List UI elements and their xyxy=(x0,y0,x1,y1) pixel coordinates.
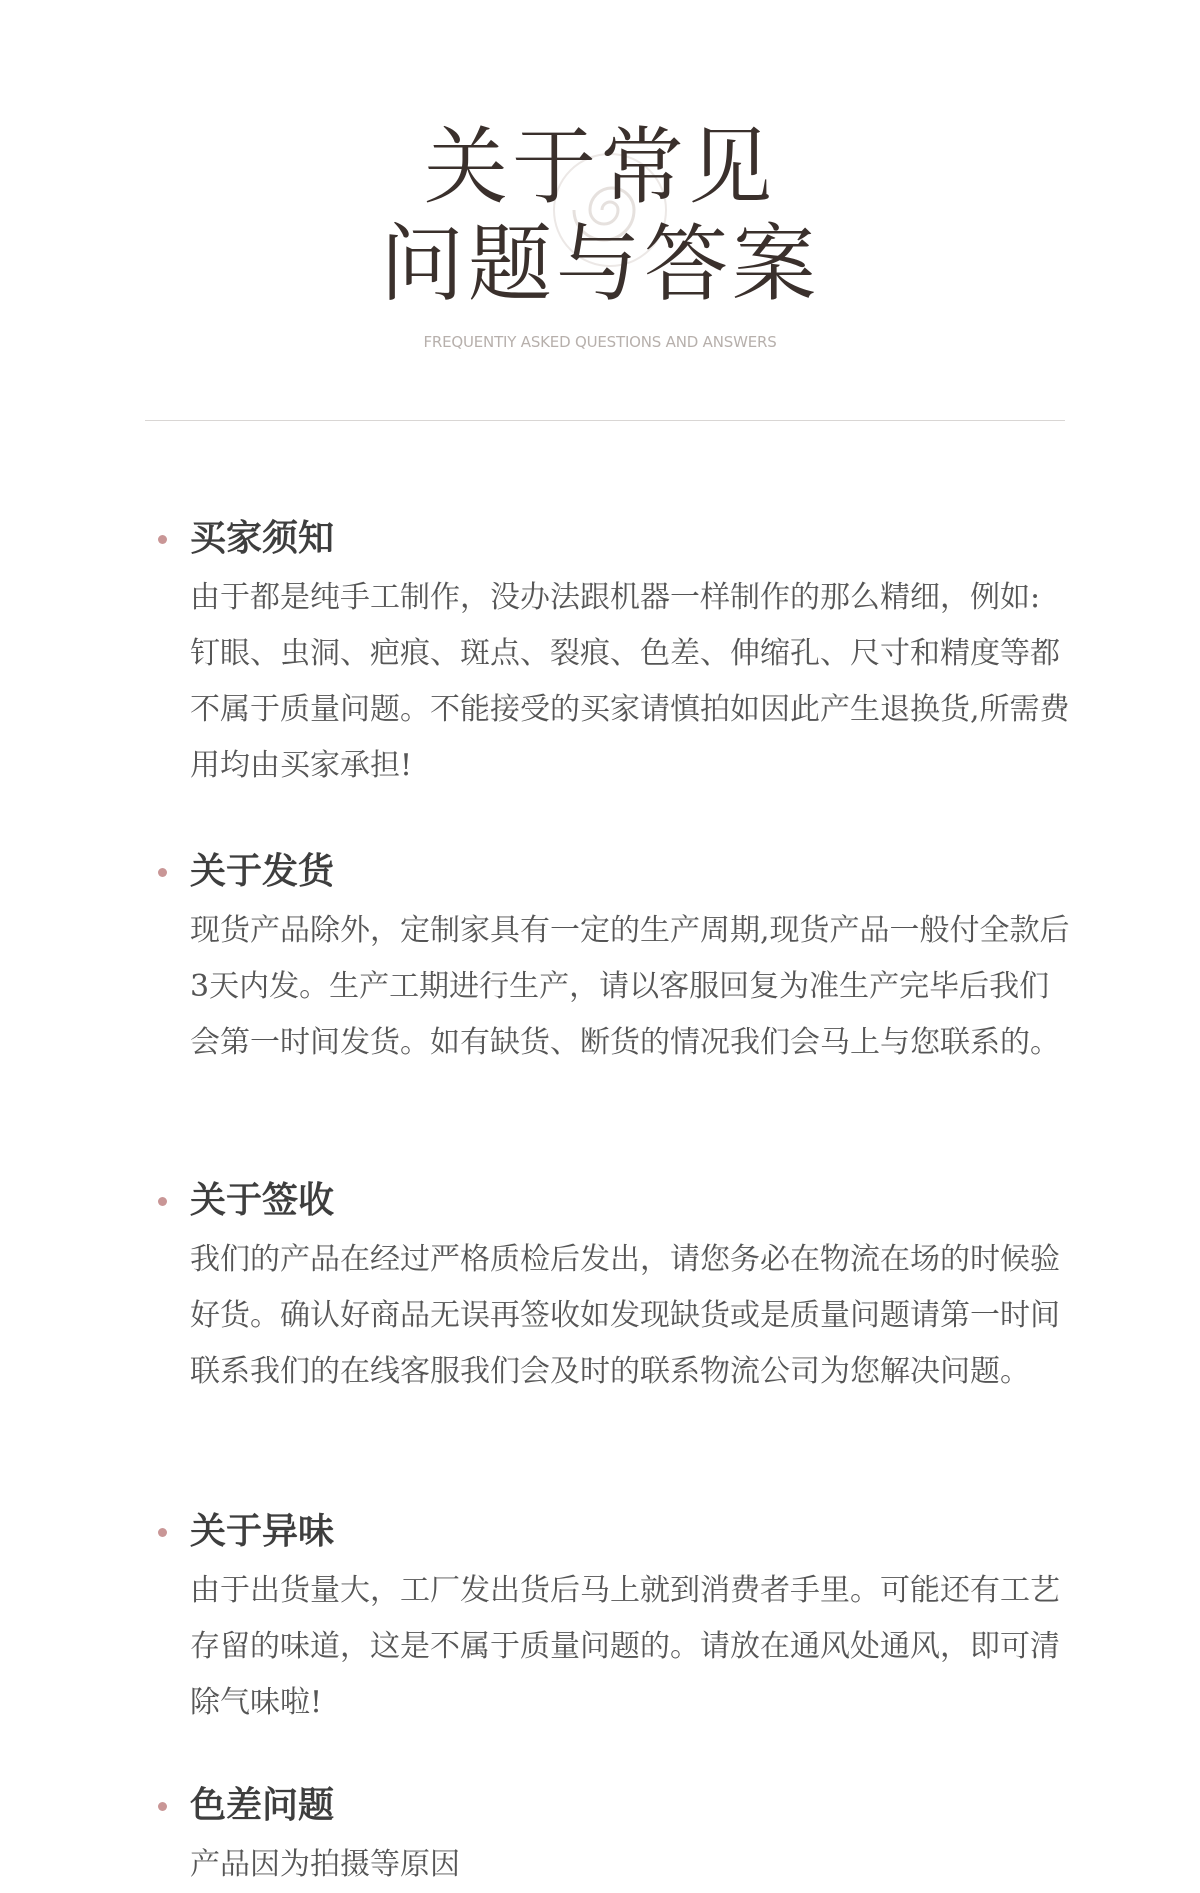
header-divider xyxy=(145,420,1065,421)
faq-question: 关于发货 xyxy=(190,850,335,892)
faq-answer: 现货产品除外，定制家具有一定的生产周期,现货产品一般付全款后3天内发。生产工期进行生产，请以客服回复为准生产完毕后我们会第一时间发货。如有缺货、断货的情况我们会马上与您联系的。 xyxy=(190,913,1070,1060)
faq-question: 买家须知 xyxy=(190,517,335,559)
bullet-dot-icon xyxy=(158,535,167,544)
page-subtitle: FREQUENTIY ASKED QUESTIONS AND ANSWERS xyxy=(423,333,777,351)
faq-question: 关于签收 xyxy=(190,1179,335,1221)
faq-answer: 我们的产品在经过严格质检后发出，请您务必在物流在场的时候验好货。确认好商品无误再签收如发现缺货或是质量问题请第一时间联系我们的在线客服我们会及时的联系物流公司为您解决问题。 xyxy=(190,1242,1060,1389)
bullet-dot-icon xyxy=(158,1802,167,1811)
page-header xyxy=(0,0,1200,420)
faq-answer: 产品因为拍摄等原因 xyxy=(190,1847,460,1882)
faq-answer: 由于都是纯手工制作，没办法跟机器一样制作的那么精细，例如:钉眼、虫洞、疤痕、斑点、裂痕、色差、伸缩孔、尺寸和精度等都不属于质量问题。不能接受的买家请慎拍如因此产生退换货,所需费用均由买家承担! xyxy=(190,580,1070,783)
faq-question: 色差问题 xyxy=(190,1784,335,1826)
page-title-line-2: 问题与答案 xyxy=(379,215,820,313)
bullet-dot-icon xyxy=(158,1197,167,1206)
page-title-line-1: 关于常见 xyxy=(423,118,776,216)
bullet-dot-icon xyxy=(158,1528,167,1537)
faq-question: 关于异味 xyxy=(190,1510,335,1552)
bullet-dot-icon xyxy=(158,868,167,877)
faq-answer: 由于出货量大，工厂发出货后马上就到消费者手里。可能还有工艺存留的味道，这是不属于质量问题的。请放在通风处通风，即可清除气味啦! xyxy=(190,1573,1060,1720)
